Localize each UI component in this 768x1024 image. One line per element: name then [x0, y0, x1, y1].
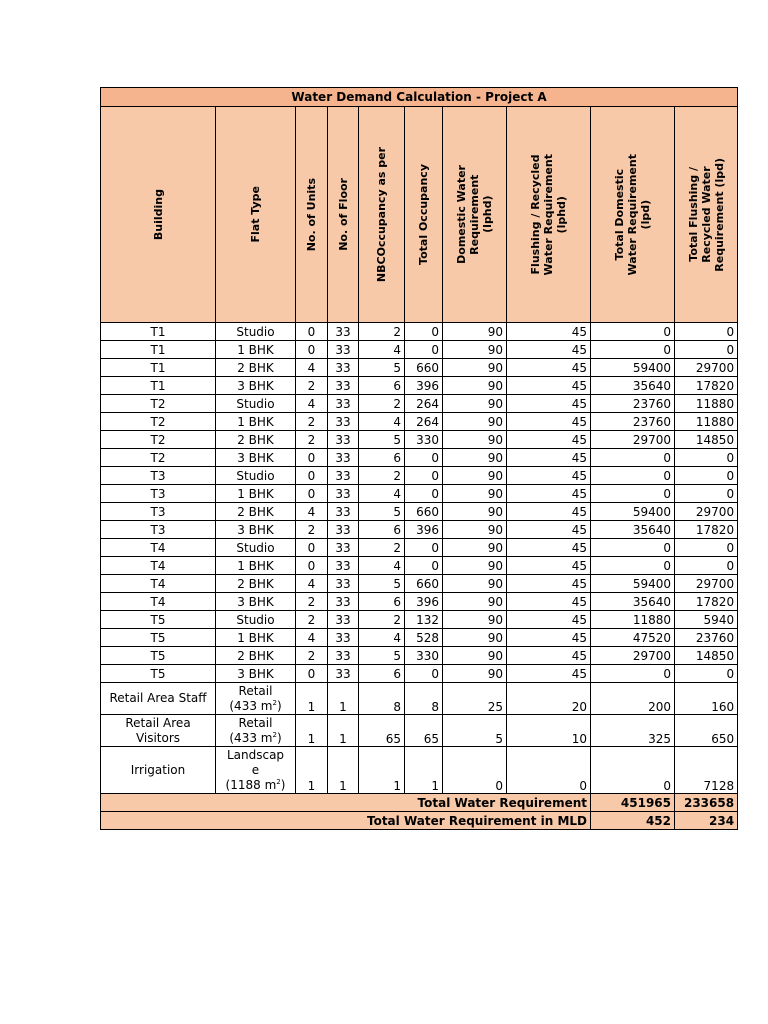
table-cell: 45 — [507, 557, 591, 575]
table-cell: 2 BHK — [216, 431, 296, 449]
table-cell: 90 — [443, 485, 507, 503]
table-cell: 14850 — [675, 431, 738, 449]
table-cell: 90 — [443, 665, 507, 683]
table-cell: 5 — [359, 503, 405, 521]
table-cell: 33 — [328, 503, 359, 521]
table-cell: 0 — [591, 341, 675, 359]
table-cell: 90 — [443, 377, 507, 395]
table-cell: 35640 — [591, 377, 675, 395]
table-cell: 45 — [507, 413, 591, 431]
table-cell: 0 — [405, 449, 443, 467]
flat-type-cell: Retail (433 $m^2$) — [216, 715, 296, 747]
table-cell: 90 — [443, 575, 507, 593]
table-cell: 90 — [443, 359, 507, 377]
mld-flushing: 234 — [675, 812, 738, 830]
table-cell: 264 — [405, 395, 443, 413]
table-cell: 2 BHK — [216, 647, 296, 665]
table-row — [101, 521, 738, 539]
table-cell: 0 — [296, 449, 328, 467]
table-cell: 11880 — [675, 395, 738, 413]
table-cell: 2 — [359, 611, 405, 629]
table-cell: 4 — [359, 485, 405, 503]
table-cell: 0 — [591, 449, 675, 467]
table-cell: 33 — [328, 341, 359, 359]
table-cell: 45 — [507, 647, 591, 665]
table-cell: T1 — [101, 341, 216, 359]
table-cell: 2 — [296, 521, 328, 539]
table-cell: 17820 — [675, 593, 738, 611]
table-cell: 90 — [443, 503, 507, 521]
table-cell: 0 — [296, 341, 328, 359]
table-cell: 4 — [296, 395, 328, 413]
table-cell: 59400 — [591, 503, 675, 521]
table-cell: 90 — [443, 413, 507, 431]
table-cell: 0 — [296, 539, 328, 557]
table-cell: 0 — [675, 467, 738, 485]
table-row-retail-visitors: Retail Area Visitors Retail (433 $m^2$) 1 1 65 65 5 10 325 650 — [101, 715, 738, 747]
table-cell: 90 — [443, 647, 507, 665]
building-cell: Irrigation — [101, 747, 216, 794]
table-cell: 45 — [507, 341, 591, 359]
mld-domestic: 452 — [591, 812, 675, 830]
table-cell: T3 — [101, 503, 216, 521]
table-cell: T1 — [101, 377, 216, 395]
table-cell: 6 — [359, 593, 405, 611]
table-cell: T1 — [101, 323, 216, 341]
water-demand-sheet — [100, 87, 737, 830]
table-cell: 45 — [507, 467, 591, 485]
table-cell: T4 — [101, 593, 216, 611]
table-cell: 90 — [443, 341, 507, 359]
table-cell: 23760 — [591, 395, 675, 413]
table-cell: 0 — [675, 557, 738, 575]
table-cell: 17820 — [675, 521, 738, 539]
table-cell: 5 — [359, 647, 405, 665]
table-cell: 45 — [507, 611, 591, 629]
table-cell: 33 — [328, 629, 359, 647]
table-cell: 11880 — [675, 413, 738, 431]
table-cell: 2 BHK — [216, 503, 296, 521]
table-cell: 0 — [675, 341, 738, 359]
table-cell: 2 — [359, 467, 405, 485]
header-flat-type: Flat Type — [216, 107, 296, 323]
header-total-domestic-water: Total Domestic Water Requirement (lpd) — [591, 107, 675, 323]
table-cell: T4 — [101, 539, 216, 557]
table-cell: 14850 — [675, 647, 738, 665]
table-row — [101, 557, 738, 575]
table-cell: 0 — [675, 485, 738, 503]
header-nbc-occupancy: NBCOccupancy as per — [359, 107, 405, 323]
table-cell: 2 — [359, 323, 405, 341]
table-cell: 23760 — [591, 413, 675, 431]
table-row — [101, 575, 738, 593]
table-cell: 3 BHK — [216, 449, 296, 467]
table-cell: Studio — [216, 467, 296, 485]
table-row-irrigation: Irrigation Landscap e (1188 $m^2$) 1 1 1 1 0 0 0 7128 — [101, 747, 738, 794]
table-cell: 33 — [328, 557, 359, 575]
table-cell: 45 — [507, 323, 591, 341]
table-cell: 660 — [405, 359, 443, 377]
table-cell: 90 — [443, 449, 507, 467]
table-cell: 0 — [591, 485, 675, 503]
mld-label: Total Water Requirement in MLD — [101, 812, 591, 830]
table-cell: 396 — [405, 593, 443, 611]
table-cell: 29700 — [591, 431, 675, 449]
table-cell: 0 — [591, 323, 675, 341]
table-cell: 90 — [443, 539, 507, 557]
table-cell: 33 — [328, 539, 359, 557]
table-cell: 45 — [507, 521, 591, 539]
table-cell: Studio — [216, 611, 296, 629]
table-cell: 4 — [359, 341, 405, 359]
table-cell: 4 — [359, 629, 405, 647]
table-cell: 45 — [507, 575, 591, 593]
table-cell: 45 — [507, 665, 591, 683]
table-cell: 3 BHK — [216, 521, 296, 539]
table-cell: 6 — [359, 521, 405, 539]
table-cell: 33 — [328, 593, 359, 611]
table-cell: 1 BHK — [216, 341, 296, 359]
flat-type-cell: Landscap e (1188 $m^2$) — [216, 747, 296, 794]
table-cell: 2 — [296, 647, 328, 665]
table-cell: 47520 — [591, 629, 675, 647]
table-cell: 0 — [591, 467, 675, 485]
table-cell: 33 — [328, 449, 359, 467]
table-cell: 90 — [443, 467, 507, 485]
header-no-of-units: No. of Units — [296, 107, 328, 323]
table-cell: 6 — [359, 449, 405, 467]
table-cell: 4 — [296, 359, 328, 377]
table-cell: 4 — [296, 503, 328, 521]
table-row — [101, 629, 738, 647]
table-cell: 29700 — [675, 359, 738, 377]
table-row — [101, 395, 738, 413]
table-cell: 45 — [507, 431, 591, 449]
table-cell: 4 — [296, 575, 328, 593]
table-row — [101, 665, 738, 683]
table-cell: 0 — [296, 467, 328, 485]
table-cell: T5 — [101, 611, 216, 629]
table-cell: 1 BHK — [216, 413, 296, 431]
table-cell: 6 — [359, 377, 405, 395]
table-cell: 0 — [296, 665, 328, 683]
table-cell: 5940 — [675, 611, 738, 629]
table-cell: 90 — [443, 593, 507, 611]
mld-row — [101, 812, 738, 830]
table-cell: T1 — [101, 359, 216, 377]
table-cell: 33 — [328, 611, 359, 629]
table-cell: 0 — [296, 323, 328, 341]
table-cell: T3 — [101, 467, 216, 485]
table-cell: 2 — [296, 413, 328, 431]
table-cell: 33 — [328, 647, 359, 665]
table-cell: 0 — [405, 485, 443, 503]
table-cell: 3 BHK — [216, 377, 296, 395]
table-cell: 59400 — [591, 575, 675, 593]
table-cell: 2 — [359, 539, 405, 557]
table-cell: 45 — [507, 359, 591, 377]
table-cell: 90 — [443, 431, 507, 449]
table-row — [101, 359, 738, 377]
table-cell: T5 — [101, 665, 216, 683]
table-cell: 0 — [405, 341, 443, 359]
table-body — [101, 323, 738, 830]
table-cell: 45 — [507, 485, 591, 503]
table-cell: 0 — [591, 665, 675, 683]
table-cell: 29700 — [591, 647, 675, 665]
table-cell: 0 — [591, 539, 675, 557]
header-domestic-water-requirement: Domestic Water Requirement (lphd) — [443, 107, 507, 323]
table-cell: 35640 — [591, 593, 675, 611]
table-cell: 33 — [328, 521, 359, 539]
header-flushing-water-requirement: Flushing / Recycled Water Requirement (lphd) — [507, 107, 591, 323]
table-cell: 0 — [675, 323, 738, 341]
table-cell: Studio — [216, 395, 296, 413]
header-row — [101, 107, 738, 323]
table-cell: 11880 — [591, 611, 675, 629]
table-row — [101, 647, 738, 665]
water-demand-table — [100, 87, 738, 830]
table-cell: T3 — [101, 485, 216, 503]
building-cell: Retail Area Staff — [101, 683, 216, 715]
table-row — [101, 593, 738, 611]
table-title: Water Demand Calculation - Project A — [101, 88, 738, 107]
table-cell: 33 — [328, 485, 359, 503]
table-cell: 45 — [507, 539, 591, 557]
table-cell: 90 — [443, 611, 507, 629]
table-cell: 17820 — [675, 377, 738, 395]
table-cell: 33 — [328, 323, 359, 341]
table-row — [101, 431, 738, 449]
table-cell: 1 BHK — [216, 485, 296, 503]
table-cell: 660 — [405, 503, 443, 521]
table-cell: T2 — [101, 449, 216, 467]
table-cell: 33 — [328, 413, 359, 431]
table-cell: 45 — [507, 449, 591, 467]
table-row — [101, 449, 738, 467]
table-row — [101, 611, 738, 629]
table-cell: 90 — [443, 521, 507, 539]
table-row — [101, 485, 738, 503]
table-cell: 5 — [359, 431, 405, 449]
table-cell: 35640 — [591, 521, 675, 539]
table-cell: 45 — [507, 629, 591, 647]
table-row-retail-staff: Retail Area Staff Retail (433 $m^2$) 1 1 8 8 25 20 200 160 — [101, 683, 738, 715]
table-cell: 45 — [507, 377, 591, 395]
table-cell: 33 — [328, 575, 359, 593]
table-cell: 2 BHK — [216, 359, 296, 377]
table-cell: 33 — [328, 395, 359, 413]
table-row — [101, 323, 738, 341]
table-cell: 4 — [359, 413, 405, 431]
flat-type-cell: Retail (433 $m^2$) — [216, 683, 296, 715]
table-row — [101, 413, 738, 431]
table-cell: 2 BHK — [216, 575, 296, 593]
table-cell: 396 — [405, 377, 443, 395]
table-cell: 45 — [507, 593, 591, 611]
table-cell: 90 — [443, 629, 507, 647]
table-cell: 33 — [328, 377, 359, 395]
table-cell: 1 BHK — [216, 557, 296, 575]
table-cell: 0 — [405, 557, 443, 575]
table-cell: 0 — [296, 557, 328, 575]
table-cell: 0 — [675, 539, 738, 557]
table-cell: 5 — [359, 575, 405, 593]
building-cell: Retail Area Visitors — [101, 715, 216, 747]
table-cell: 2 — [296, 377, 328, 395]
table-cell: 90 — [443, 323, 507, 341]
table-cell: 29700 — [675, 503, 738, 521]
table-cell: T5 — [101, 647, 216, 665]
table-cell: T2 — [101, 395, 216, 413]
table-cell: T5 — [101, 629, 216, 647]
header-total-occupancy: Total Occupancy — [405, 107, 443, 323]
table-cell: 3 BHK — [216, 593, 296, 611]
table-cell: 0 — [405, 467, 443, 485]
table-cell: 33 — [328, 467, 359, 485]
table-cell: 132 — [405, 611, 443, 629]
table-row — [101, 467, 738, 485]
table-cell: 90 — [443, 557, 507, 575]
table-cell: 5 — [359, 359, 405, 377]
table-cell: 45 — [507, 503, 591, 521]
table-cell: 90 — [443, 395, 507, 413]
table-cell: 2 — [296, 611, 328, 629]
table-cell: 59400 — [591, 359, 675, 377]
header-no-of-floor: No. of Floor — [328, 107, 359, 323]
table-cell: 33 — [328, 431, 359, 449]
table-cell: T2 — [101, 413, 216, 431]
table-cell: 1 BHK — [216, 629, 296, 647]
header-building: Building — [101, 107, 216, 323]
table-row — [101, 539, 738, 557]
total-domestic: 451965 — [591, 794, 675, 812]
table-cell: 4 — [296, 629, 328, 647]
header-total-flushing-water: Total Flushing / Recycled Water Requirement (lpd) — [675, 107, 738, 323]
table-cell: T2 — [101, 431, 216, 449]
table-cell: 6 — [359, 665, 405, 683]
table-cell: T4 — [101, 575, 216, 593]
table-cell: 0 — [296, 485, 328, 503]
table-cell: 23760 — [675, 629, 738, 647]
table-cell: 528 — [405, 629, 443, 647]
table-row — [101, 377, 738, 395]
total-label: Total Water Requirement — [101, 794, 591, 812]
table-cell: 0 — [405, 665, 443, 683]
table-cell: 264 — [405, 413, 443, 431]
table-cell: 330 — [405, 431, 443, 449]
table-cell: Studio — [216, 323, 296, 341]
table-cell: 3 BHK — [216, 665, 296, 683]
table-cell: T3 — [101, 521, 216, 539]
table-cell: 0 — [405, 323, 443, 341]
table-cell: 2 — [296, 593, 328, 611]
table-cell: 33 — [328, 359, 359, 377]
table-cell: 2 — [296, 431, 328, 449]
total-flushing: 233658 — [675, 794, 738, 812]
title-row — [101, 88, 738, 107]
table-cell: 45 — [507, 395, 591, 413]
table-cell: 33 — [328, 665, 359, 683]
table-cell: 660 — [405, 575, 443, 593]
table-cell: 29700 — [675, 575, 738, 593]
table-row — [101, 503, 738, 521]
table-cell: 330 — [405, 647, 443, 665]
table-cell: 0 — [591, 557, 675, 575]
table-cell: 0 — [405, 539, 443, 557]
total-row — [101, 794, 738, 812]
table-cell: 4 — [359, 557, 405, 575]
table-cell: T4 — [101, 557, 216, 575]
table-cell: Studio — [216, 539, 296, 557]
table-row — [101, 341, 738, 359]
table-cell: 0 — [675, 665, 738, 683]
table-cell: 396 — [405, 521, 443, 539]
table-cell: 0 — [675, 449, 738, 467]
table-cell: 2 — [359, 395, 405, 413]
